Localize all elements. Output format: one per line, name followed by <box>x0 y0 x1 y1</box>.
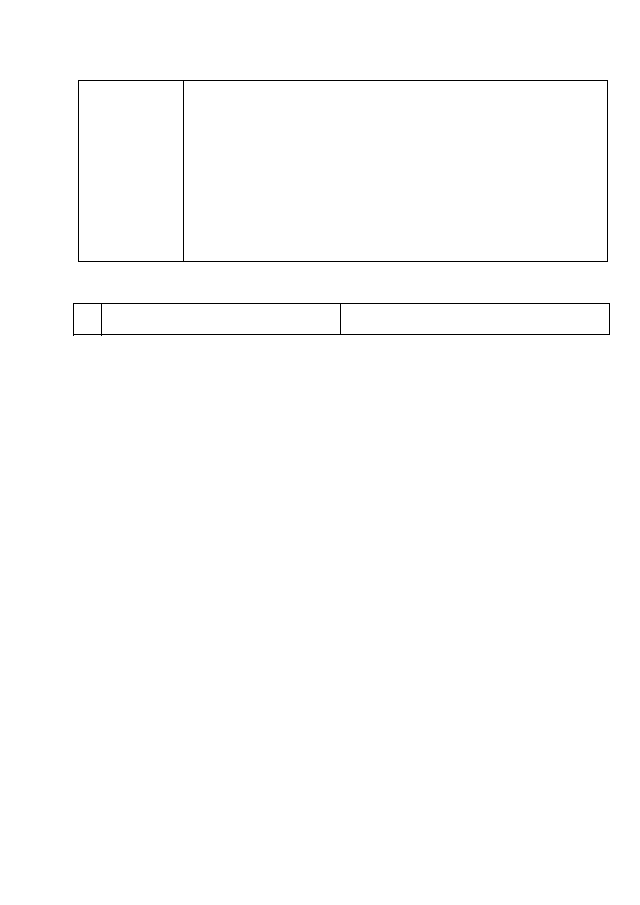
continuation-text-cell <box>184 81 608 262</box>
indicators-table <box>73 303 610 335</box>
continuation-table <box>78 80 608 262</box>
continuation-empty-cell <box>79 81 184 262</box>
header-indicator-name <box>102 304 341 335</box>
header-number <box>74 304 102 335</box>
continuation-text <box>184 81 607 85</box>
header-value <box>341 304 610 335</box>
